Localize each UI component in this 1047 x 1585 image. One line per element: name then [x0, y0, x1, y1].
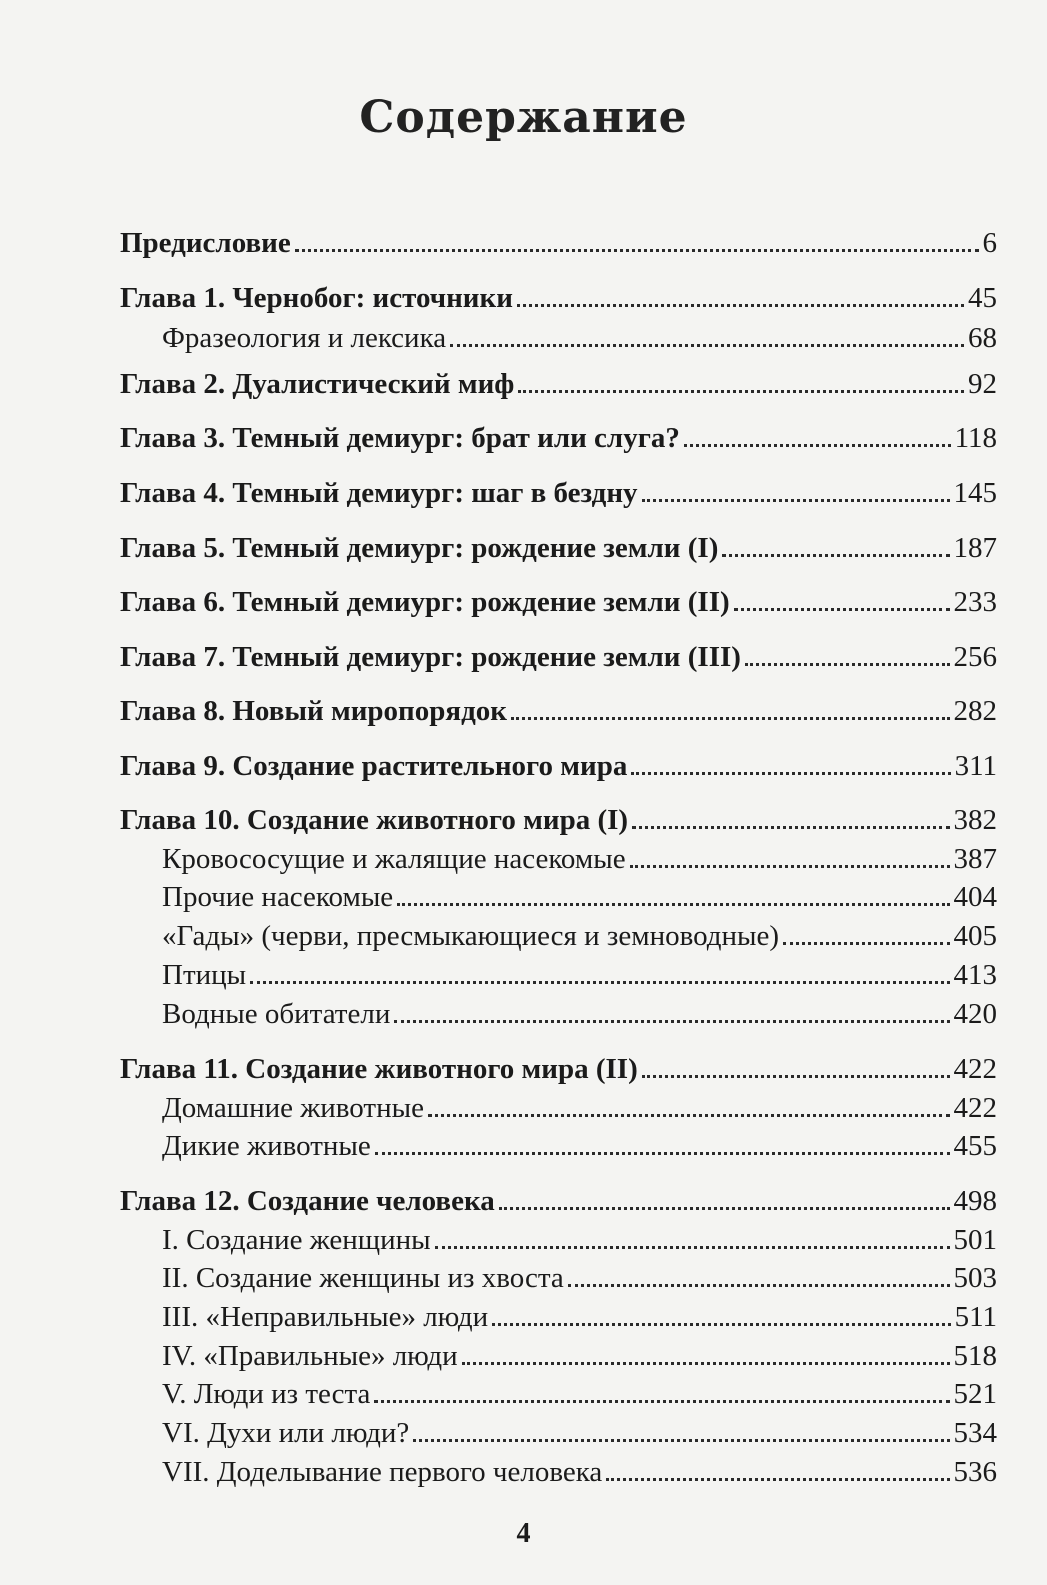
- toc-chapter-entry: [120, 417, 997, 455]
- toc-chapter-entry: [120, 1180, 997, 1218]
- toc-entry-title: Глава 9. Создание растительного мира: [120, 750, 628, 782]
- toc-entry-title: Домашние животные: [162, 1092, 424, 1124]
- toc-entry-page: 511: [954, 1301, 997, 1333]
- dot-leader: [642, 1073, 950, 1078]
- toc-entry-title: IV. «Правильные» люди: [162, 1340, 458, 1372]
- toc-chapter-entry: [120, 799, 997, 837]
- toc-subsection-entry: [120, 1451, 997, 1489]
- toc-chapter-entry: [120, 363, 997, 401]
- toc-subsection-entry: [120, 993, 997, 1031]
- toc-subsection-entry: [120, 915, 997, 953]
- toc-entry-page: 68: [968, 322, 997, 354]
- toc-entry-title: Глава 11. Создание животного мира (II): [120, 1053, 638, 1085]
- toc-entry-title: Прочие насекомые: [162, 881, 394, 913]
- toc-entry-page: 311: [954, 750, 997, 782]
- toc-entry-page: 503: [953, 1262, 997, 1294]
- toc-subsection-entry: [120, 1335, 997, 1373]
- toc-entry-page: 233: [953, 586, 997, 618]
- toc-entry-page: 387: [953, 843, 997, 875]
- toc-chapter-entry: [120, 745, 997, 783]
- toc-entry-title: VI. Духи или люди?: [162, 1417, 410, 1449]
- dot-leader: [397, 901, 949, 906]
- dot-leader: [517, 302, 964, 307]
- toc-entry-title: Глава 3. Темный демиург: брат или слуга?: [120, 422, 680, 454]
- toc-entry-page: 282: [953, 695, 997, 727]
- toc-entry-page: 420: [953, 998, 997, 1030]
- toc-chapter-entry: [120, 581, 997, 619]
- dot-leader: [295, 247, 979, 252]
- toc-subsection-entry: [120, 954, 997, 992]
- toc-entry-page: 256: [953, 641, 997, 673]
- dot-leader: [450, 342, 964, 347]
- toc-subsection-entry: [120, 317, 997, 355]
- toc-entry-title: Глава 1. Чернобог: источники: [120, 282, 513, 314]
- toc-subsection-entry: [120, 1125, 997, 1163]
- dot-leader: [684, 442, 951, 447]
- dot-leader: [374, 1398, 949, 1403]
- toc-entry-page: 536: [953, 1456, 997, 1488]
- toc-entry-title: Птицы: [162, 959, 247, 991]
- page-number: 4: [516, 1518, 531, 1549]
- dot-leader: [642, 497, 950, 502]
- toc-entry-page: 45: [968, 282, 997, 314]
- toc-chapter-entry: [120, 222, 997, 260]
- toc-entry-page: 422: [953, 1092, 997, 1124]
- toc-chapter-entry: [120, 636, 997, 674]
- toc-chapter-entry: [120, 1048, 997, 1086]
- dot-leader: [783, 940, 949, 945]
- toc-entry-page: 405: [953, 920, 997, 952]
- dot-leader: [518, 388, 964, 393]
- dot-leader: [375, 1150, 950, 1155]
- toc-chapter-entry: [120, 472, 997, 510]
- toc-subsection-entry: [120, 1219, 997, 1257]
- toc-entry-title: I. Создание женщины: [162, 1224, 431, 1256]
- dot-leader: [630, 863, 950, 868]
- toc-entry-title: Водные обитатели: [162, 998, 391, 1030]
- toc-subsection-entry: [120, 838, 997, 876]
- toc-entry-title: Дикие животные: [162, 1130, 371, 1162]
- toc-entry-page: 382: [953, 804, 997, 836]
- toc-subsection-entry: [120, 1412, 997, 1450]
- toc-entry-title: Глава 7. Темный демиург: рождение земли (III): [120, 641, 741, 673]
- toc-entry-title: Фразеология и лексика: [162, 322, 447, 354]
- toc-entry-page: 455: [953, 1130, 997, 1162]
- toc-entry-page: 145: [953, 477, 997, 509]
- toc-entry-title: Предисловие: [120, 227, 291, 259]
- toc-chapter-entry: [120, 527, 997, 565]
- toc-entry-page: 501: [953, 1224, 997, 1256]
- toc-entry-page: 118: [954, 422, 997, 454]
- toc-subsection-entry: [120, 1087, 997, 1125]
- toc-entry-title: Глава 8. Новый миропорядок: [120, 695, 507, 727]
- toc-entry-page: 422: [953, 1053, 997, 1085]
- dot-leader: [568, 1282, 950, 1287]
- page-title: Содержание: [359, 92, 688, 143]
- toc-entry-title: Глава 4. Темный демиург: шаг в бездну: [120, 477, 638, 509]
- dot-leader: [499, 1205, 950, 1210]
- toc-entry-page: 518: [953, 1340, 997, 1372]
- dot-leader: [632, 824, 949, 829]
- toc-subsection-entry: [120, 1296, 997, 1334]
- toc-subsection-entry: [120, 876, 997, 914]
- toc-entry-page: 187: [953, 532, 997, 564]
- toc-entry-title: VII. Доделывание первого человека: [162, 1456, 603, 1488]
- dot-leader: [462, 1360, 950, 1365]
- toc-entry-title: Глава 12. Создание человека: [120, 1185, 495, 1217]
- toc-subsection-entry: [120, 1373, 997, 1411]
- toc-entry-title: Глава 6. Темный демиург: рождение земли (II): [120, 586, 730, 618]
- dot-leader: [250, 979, 949, 984]
- dot-leader: [492, 1321, 950, 1326]
- toc-entry-page: 498: [953, 1185, 997, 1217]
- toc-entry-title: Глава 2. Дуалистический миф: [120, 368, 515, 400]
- toc-entry-title: III. «Неправильные» люди: [162, 1301, 489, 1333]
- dot-leader: [428, 1112, 950, 1117]
- dot-leader: [413, 1437, 949, 1442]
- toc-entry-page: 92: [968, 368, 997, 400]
- toc-entry-title: Кровососущие и жалящие насекомые: [162, 843, 626, 875]
- dot-leader: [435, 1244, 950, 1249]
- toc-chapter-entry: [120, 690, 997, 728]
- dot-leader: [631, 770, 950, 775]
- toc-entry-title: «Гады» (черви, пресмыкающиеся и земноводные): [162, 920, 780, 952]
- toc-entry-title: Глава 10. Создание животного мира (I): [120, 804, 629, 836]
- toc-chapter-entry: [120, 277, 997, 315]
- dot-leader: [745, 661, 950, 666]
- toc-entry-title: Глава 5. Темный демиург: рождение земли (I): [120, 532, 719, 564]
- dot-leader: [722, 552, 949, 557]
- toc-subsection-entry: [120, 1257, 997, 1295]
- toc-entry-title: V. Люди из теста: [162, 1378, 371, 1410]
- toc-entry-title: II. Создание женщины из хвоста: [162, 1262, 564, 1294]
- toc-entry-page: 6: [982, 227, 997, 259]
- toc-entry-page: 413: [953, 959, 997, 991]
- toc-entry-page: 534: [953, 1417, 997, 1449]
- dot-leader: [511, 715, 950, 720]
- toc-entry-page: 521: [953, 1378, 997, 1410]
- dot-leader: [606, 1476, 949, 1481]
- dot-leader: [734, 606, 950, 611]
- dot-leader: [394, 1018, 949, 1023]
- toc-entry-page: 404: [953, 881, 997, 913]
